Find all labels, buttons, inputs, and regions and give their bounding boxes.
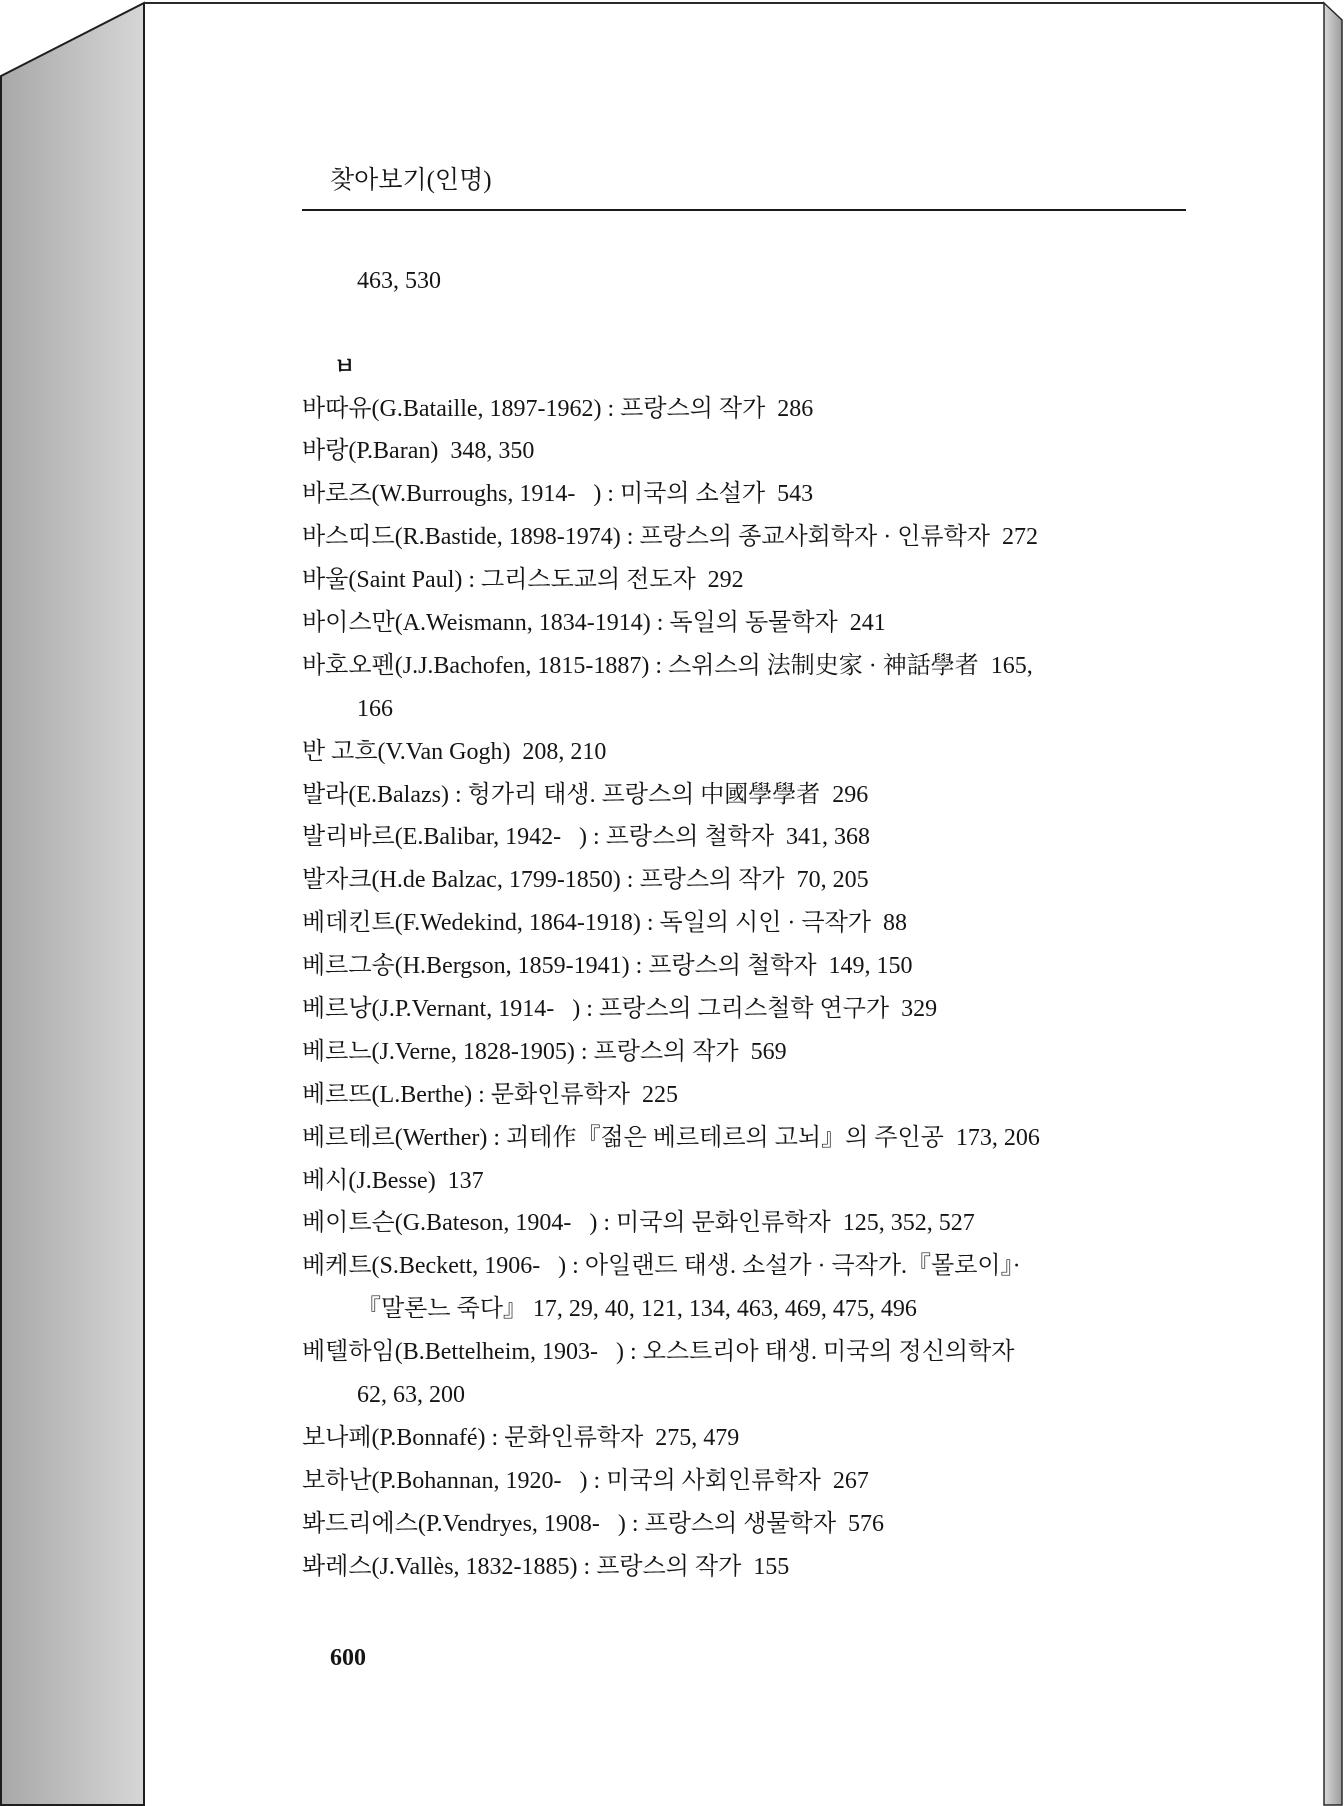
- index-entry: 발라(E.Balazs) : 헝가리 태생. 프랑스의 中國學學者 296: [302, 781, 869, 808]
- index-entry: 베르느(J.Verne, 1828-1905) : 프랑스의 작가 569: [302, 1038, 787, 1065]
- carryover-page-refs: 463, 530: [357, 268, 441, 294]
- index-entry: 베텔하임(B.Bettelheim, 1903- ) : 오스트리아 태생. 미국의 정신의학자: [302, 1339, 1015, 1366]
- section-heading: ㅂ: [334, 355, 356, 380]
- index-entry: 바이스만(A.Weismann, 1834-1914) : 독일의 동물학자 241: [302, 609, 886, 636]
- index-entry: 바따유(G.Bataille, 1897-1962) : 프랑스의 작가 286: [302, 395, 814, 422]
- page-number: 600: [330, 1645, 366, 1671]
- index-entries: [302, 388, 1202, 1589]
- index-entry: 베이트슨(G.Bateson, 1904- ) : 미국의 문화인류학자 125, 352, 527: [302, 1210, 975, 1237]
- running-header: 찾아보기(인명): [330, 167, 492, 194]
- page-right-edge: [1324, 3, 1342, 1805]
- index-entry: 베케트(S.Beckett, 1906- ) : 아일랜드 태생. 소설가 · 극작가.『몰로이』·: [302, 1253, 1021, 1280]
- index-entry-continuation: 『말론느 죽다』 17, 29, 40, 121, 134, 463, 469, 475, 496: [357, 1296, 917, 1323]
- index-entry: 바울(Saint Paul) : 그리스도교의 전도자 292: [302, 567, 744, 594]
- index-entry: 발자크(H.de Balzac, 1799-1850) : 프랑스의 작가 70, 205: [302, 867, 869, 894]
- index-entry: 반 고흐(V.Van Gogh) 208, 210: [302, 738, 607, 765]
- header-rule: [302, 209, 1186, 211]
- index-entry: 봐드리에스(P.Vendryes, 1908- ) : 프랑스의 생물학자 576: [302, 1510, 885, 1537]
- index-entry: 보나페(P.Bonnafé) : 문화인류학자 275, 479: [302, 1424, 740, 1451]
- index-entry: 보하난(P.Bohannan, 1920- ) : 미국의 사회인류학자 267: [302, 1467, 869, 1494]
- index-entry-continuation: 62, 63, 200: [357, 1381, 465, 1408]
- index-entry: 바호오펜(J.J.Bachofen, 1815-1887) : 스위스의 法制史家 · 神話學者 165,: [302, 652, 1033, 679]
- index-entry: 베르그송(H.Bergson, 1859-1941) : 프랑스의 철학자 149, 150: [302, 953, 913, 980]
- index-entry: 바로즈(W.Burroughs, 1914- ) : 미국의 소설가 543: [302, 481, 814, 508]
- index-entry: 베르테르(Werther) : 괴테作『젊은 베르테르의 고뇌』의 주인공 173, 206: [302, 1124, 1040, 1151]
- index-entry: 베데킨트(F.Wedekind, 1864-1918) : 독일의 시인 · 극작가 88: [302, 910, 907, 937]
- index-entry: 베르뜨(L.Berthe) : 문화인류학자 225: [302, 1081, 678, 1108]
- book-spine: [1, 3, 144, 1805]
- index-entry: 발리바르(E.Balibar, 1942- ) : 프랑스의 철학자 341, 368: [302, 824, 871, 851]
- index-entry: 봐레스(J.Vallès, 1832-1885) : 프랑스의 작가 155: [302, 1553, 790, 1580]
- index-entry: 베시(J.Besse) 137: [302, 1167, 484, 1194]
- index-entry-continuation: 166: [357, 695, 393, 722]
- index-entry: 바스띠드(R.Bastide, 1898-1974) : 프랑스의 종교사회학자 · 인류학자 272: [302, 524, 1038, 551]
- index-entry: 바랑(P.Baran) 348, 350: [302, 438, 535, 465]
- index-entry: 베르낭(J.P.Vernant, 1914- ) : 프랑스의 그리스철학 연구가 329: [302, 995, 938, 1022]
